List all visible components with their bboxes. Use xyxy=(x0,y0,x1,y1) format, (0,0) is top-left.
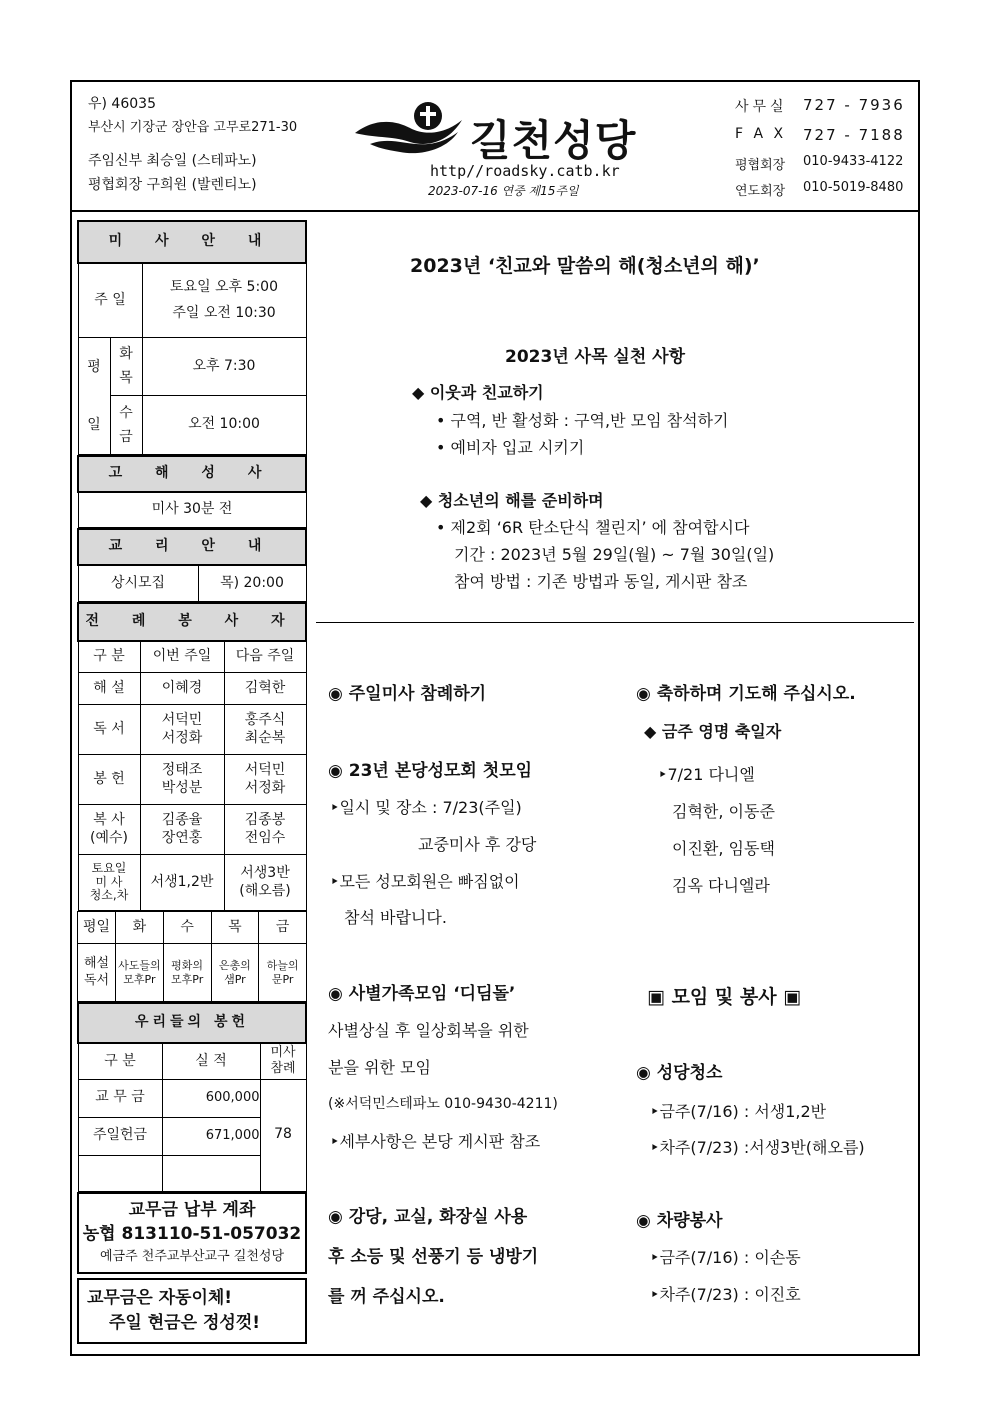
weekday-cell: 해설 독서 xyxy=(78,944,116,1002)
catechism-table xyxy=(77,528,307,602)
liturgy-role: 해 설 xyxy=(78,673,140,705)
bereaved-line: ‣세부사항은 본당 게시판 참조 xyxy=(330,1132,541,1151)
offering-label: 주일헌금 xyxy=(78,1117,162,1155)
church-name: 길천성당 xyxy=(470,116,637,165)
feast-title: ◆ 금주 영명 축일자 xyxy=(644,722,782,741)
liturgy-role: 복 사 (예수) xyxy=(78,805,140,855)
attendance-count: 78 xyxy=(260,1079,306,1191)
liturgy-next: 서생3반 (해오름) xyxy=(224,855,306,911)
offering-table xyxy=(77,1002,307,1192)
feast-name: 김옥 다니엘라 xyxy=(672,876,770,895)
office-label: 사무실 xyxy=(735,99,788,115)
catechism-title: 교 리 안 내 xyxy=(78,529,306,565)
mass-participation: ◉ 주일미사 참례하기 xyxy=(328,684,487,704)
offering-amount: 600,000 xyxy=(162,1079,260,1117)
weekday-header: 목 xyxy=(211,912,259,944)
catechism-left: 상시모집 xyxy=(78,565,198,601)
vehicle-line: ‣차주(7/23) : 이진호 xyxy=(650,1285,801,1304)
item2-method: 참여 방법 : 기존 방법과 동일, 게시판 참조 xyxy=(454,572,748,591)
sunday-label: 주 일 xyxy=(78,263,142,337)
feast-name: 이진환, 임동택 xyxy=(672,839,775,858)
church-logo xyxy=(350,98,470,158)
mass-table xyxy=(77,220,307,455)
offering-empty-cell xyxy=(162,1155,260,1191)
council-phone: 010-9433-4122 xyxy=(803,154,904,169)
celebrate-title: ◉ 축하하며 기도해 주십시오. xyxy=(636,684,856,704)
vehicle-line: ‣금주(7/16) : 이손동 xyxy=(650,1248,801,1267)
liturgy-role: 토요일 미 사 청소,차 xyxy=(78,855,140,911)
fax-number: 727 - 7188 xyxy=(803,126,905,144)
bank-title: 교무금 납부 계좌 xyxy=(128,1199,256,1220)
item2-period: 기간 : 2023년 5월 29일(월) ~ 7월 30일(일) xyxy=(454,545,775,564)
weekday-header: 수 xyxy=(163,912,211,944)
liturgy-this: 정태조 박성분 xyxy=(140,755,224,805)
year-theme: 2023년 ‘친교와 말씀의 해(청소년의 해)’ xyxy=(410,255,760,277)
vehicle-title: ◉ 차량봉사 xyxy=(636,1211,723,1231)
liturgy-next: 김종봉 전임수 xyxy=(224,805,306,855)
offering-label: 교 무 금 xyxy=(78,1079,162,1117)
weekday-header: 금 xyxy=(259,912,307,944)
liturgy-header-role: 구 분 xyxy=(78,641,140,673)
liturgy-title: 전 례 봉 사 자 xyxy=(78,603,306,641)
weekday-header: 평일 xyxy=(78,912,116,944)
confession-text: 미사 30분 전 xyxy=(78,492,306,528)
meetings-title: ▣ 모임 및 봉사 ▣ xyxy=(647,986,802,1008)
offering-header-attendance: 미사 참례 xyxy=(260,1043,306,1079)
header-divider xyxy=(70,210,920,212)
yeondo-label: 연도회장 xyxy=(735,184,786,199)
bereaved-line: 사별상실 후 일상회복을 위한 xyxy=(328,1021,529,1040)
liturgy-next: 김혁한 xyxy=(224,673,306,705)
confession-table xyxy=(77,455,307,529)
section-divider xyxy=(316,622,914,623)
office-phone: 727 - 7936 xyxy=(803,96,905,114)
date-line: 2023-07-16 연중 제15주일 xyxy=(428,184,579,198)
pastor-name: 주임신부 최승일 (스테파노) xyxy=(88,153,257,169)
website-url: http//roadsky.catb.kr xyxy=(430,162,620,180)
offering-header-category: 구 분 xyxy=(78,1043,162,1079)
bank-account: 농협 813110-51-057032 xyxy=(82,1223,302,1244)
offering-title: 우리들의 봉헌 xyxy=(78,1003,306,1043)
facility-line: 후 소등 및 선풍기 등 냉방기 xyxy=(328,1247,539,1267)
mothers-title: ◉ 23년 본당성모회 첫모임 xyxy=(328,761,533,781)
auto-transfer-notice xyxy=(77,1278,307,1344)
bereaved-contact: (※서덕민스테파노 010-9430-4211) xyxy=(328,1096,558,1112)
liturgy-role: 봉 헌 xyxy=(78,755,140,805)
wed-fri-time: 오전 10:00 xyxy=(142,396,306,455)
mothers-line: 참석 바랍니다. xyxy=(344,908,447,927)
yeondo-phone: 010-5019-8480 xyxy=(803,180,904,195)
mothers-line: 교중미사 후 강당 xyxy=(418,835,537,854)
liturgy-header-this: 이번 주일 xyxy=(140,641,224,673)
sunday-time-2: 주일 오전 10:30 xyxy=(172,305,276,322)
pastoral-title: 2023년 사목 실천 사항 xyxy=(505,347,686,367)
postcode: 우) 46035 xyxy=(88,96,156,112)
mothers-line: ‣일시 및 장소 : 7/23(주일) xyxy=(330,798,522,817)
liturgy-this: 이혜경 xyxy=(140,673,224,705)
bank-info xyxy=(77,1192,307,1274)
tue-thu-time: 오후 7:30 xyxy=(142,337,306,396)
item1-point: • 구역, 반 활성화 : 구역,반 모임 참석하기 xyxy=(436,411,729,430)
liturgy-role: 독 서 xyxy=(78,705,140,755)
catechism-right: 목) 20:00 xyxy=(198,565,306,601)
weekday-cell: 하늘의 문Pr xyxy=(259,944,307,1002)
weekday-cell: 은총의 샘Pr xyxy=(211,944,259,1002)
tue-thu-label: 화 목 xyxy=(110,337,142,396)
facility-line: ◉ 강당, 교실, 화장실 사용 xyxy=(328,1207,528,1227)
liturgy-header-next: 다음 주일 xyxy=(224,641,306,673)
liturgy-next: 서덕민 서정화 xyxy=(224,755,306,805)
confession-title: 고 해 성 사 xyxy=(78,456,306,492)
feast-name: 김혁한, 이동준 xyxy=(672,802,775,821)
item2-title: ◆ 청소년의 해를 준비하며 xyxy=(420,491,604,510)
liturgy-table xyxy=(77,602,307,912)
weekday-cell: 사도들의 모후Pr xyxy=(116,944,164,1002)
weekday-header: 화 xyxy=(116,912,164,944)
bank-holder: 예금주 천주교부산교구 길천성당 xyxy=(99,1248,285,1264)
liturgy-this: 김종율 장연홍 xyxy=(140,805,224,855)
offering-header-amount: 실 적 xyxy=(162,1043,260,1079)
item2-point: • 제2회 ‘6R 탄소단식 챌린지’ 에 참여합시다 xyxy=(436,518,750,537)
notice-line-2: 주일 현금은 정성껏! xyxy=(109,1312,260,1333)
cleaning-line: ‣금주(7/16) : 서생1,2반 xyxy=(650,1102,827,1121)
mothers-line: ‣모든 성모회원은 빠짐없이 xyxy=(330,872,520,891)
offering-empty-cell xyxy=(78,1155,162,1191)
bereaved-line: 분을 위한 모임 xyxy=(328,1058,431,1077)
notice-line-1: 교무금은 자동이체! xyxy=(87,1287,233,1308)
council-president: 평협회장 구희원 (발렌티노) xyxy=(88,177,257,193)
facility-line: 를 꺼 주십시오. xyxy=(328,1287,445,1307)
cleaning-title: ◉ 성당청소 xyxy=(636,1063,723,1083)
offering-amount: 671,000 xyxy=(162,1117,260,1155)
cleaning-line: ‣차주(7/23) :서생3반(해오름) xyxy=(650,1138,865,1157)
sidebar xyxy=(77,220,307,1344)
weekday-label-1: 평 xyxy=(87,358,101,375)
item1-title: ◆ 이웃과 친교하기 xyxy=(412,383,544,402)
weekday-cell: 평화의 모후Pr xyxy=(163,944,211,1002)
liturgy-next: 홍주식 최순복 xyxy=(224,705,306,755)
council-label: 평협회장 xyxy=(735,158,786,173)
mass-title: 미 사 안 내 xyxy=(78,221,306,263)
feast-date: ‣7/21 다니엘 xyxy=(658,765,755,784)
weekday-table xyxy=(77,911,307,1002)
wed-fri-label: 수 금 xyxy=(110,396,142,455)
liturgy-this: 서덕민 서정화 xyxy=(140,705,224,755)
liturgy-this: 서생1,2반 xyxy=(140,855,224,911)
sunday-time-1: 토요일 오후 5:00 xyxy=(170,279,278,296)
bereaved-title: ◉ 사별가족모임 ‘디딤돌’ xyxy=(328,984,516,1004)
item1-point: • 예비자 입교 시키기 xyxy=(436,438,585,457)
weekday-label-2: 일 xyxy=(87,416,101,433)
fax-label: F A X xyxy=(735,126,787,142)
address: 부산시 기장군 장안읍 고무로271-30 xyxy=(88,120,298,135)
